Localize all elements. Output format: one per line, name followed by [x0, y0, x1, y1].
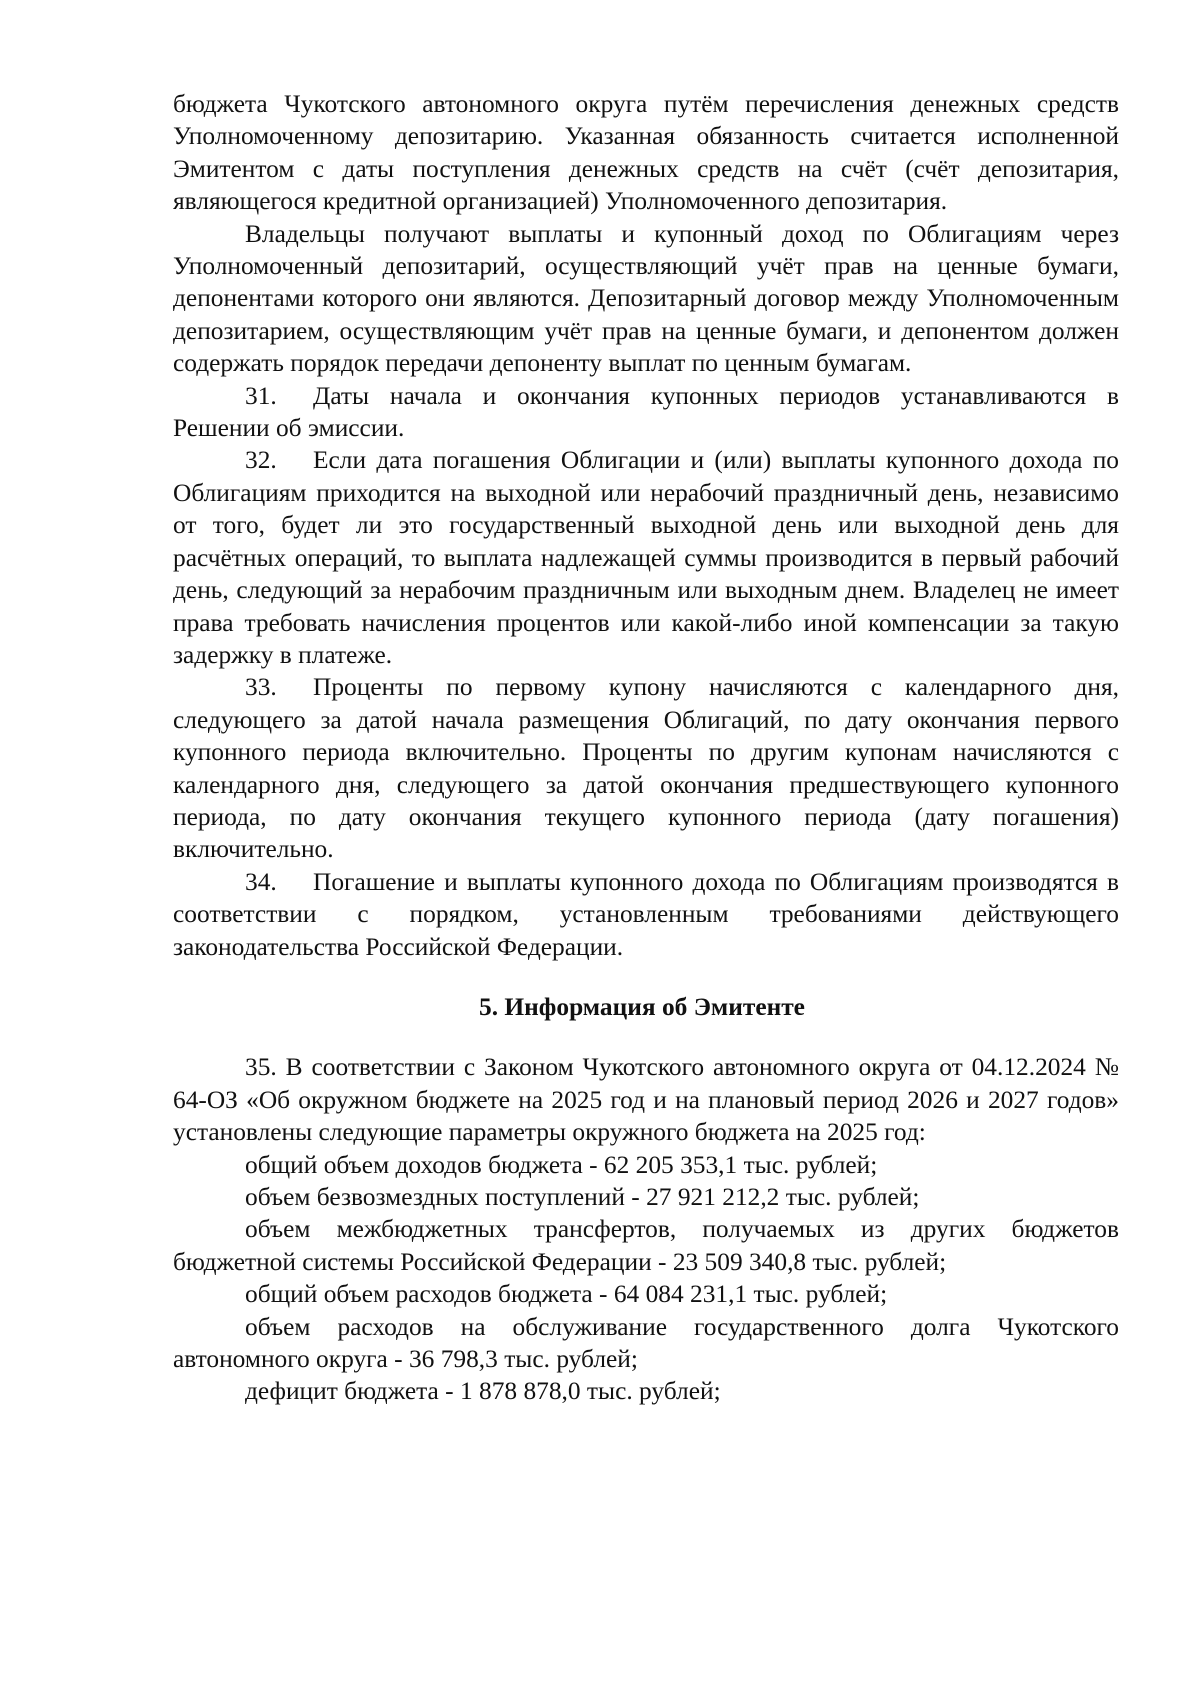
paragraph-number: 31. — [245, 381, 277, 410]
budget-item-expenses: общий объем расходов бюджета - 64 084 231,1 тыс. рублей; — [245, 1280, 888, 1309]
paragraph-35 — [173, 1051, 1119, 1148]
paragraph-number: 32. — [245, 446, 277, 475]
budget-item-grants: объем безвозмездных поступлений - 27 921 212,2 тыс. рублей; — [245, 1183, 920, 1211]
paragraph-32 — [173, 444, 1119, 671]
paragraph-text: Погашение и выплаты купонного дохода по Облигациям производятся в соответствии с порядком, установленным требованиями действующего законодательства Российской Федерации. — [173, 867, 1119, 961]
paragraph-text: Даты начала и окончания купонных периодов устанавливаются в Решении об эмиссии. — [173, 381, 1119, 443]
paragraph-text: бюджета Чукотского автономного округа путём перечисления денежных средств Уполномоченному депозитарию. Указанная обязанность считается исполненной Эмитентом с даты поступления денежных средств на счёт (счёт депозитария, являющегося кредитной организацией) Уполномоченного депозитария. — [173, 90, 1119, 216]
paragraph-34 — [173, 866, 1119, 963]
paragraph-number: 34. — [245, 867, 277, 896]
section-heading: 5. Информация об Эмитенте — [479, 992, 805, 1021]
paragraph-text: Проценты по первому купону начисляются с календарного дня, следующего за датой начала размещения Облигаций, по дату окончания первого купонного периода включительно. Проценты по другим купонам начисляются с календарного дня, следующего за датой окончания предшествующего купонного периода, по дату окончания текущего купонного периода (дату погашения) включительно. — [173, 673, 1119, 864]
paragraph-continuation — [173, 88, 1119, 218]
budget-item-transfers: объем межбюджетных трансфертов, получаемых из других бюджетов бюджетной системы Российской Федерации - 23 509 340,8 тыс. рублей; — [173, 1215, 1119, 1276]
paragraph-number: 33. — [245, 673, 277, 702]
paragraph-holders-payments — [173, 218, 1119, 380]
paragraph-33 — [173, 671, 1119, 865]
budget-item-debt-service: объем расходов на обслуживание государственного долга Чукотского автономного округа - 36 798,3 тыс. рублей; — [173, 1312, 1119, 1374]
budget-item-revenue: общий объем доходов бюджета - 62 205 353,1 тыс. рублей; — [245, 1150, 878, 1179]
budget-item-deficit: дефицит бюджета - 1 878 878,0 тыс. рублей; — [245, 1377, 721, 1406]
paragraph-text: 35. В соответствии с Законом Чукотского автономного округа от 04.12.2024 № 64-ОЗ «Об окружном бюджете на 2025 год и на плановый период 2026 и 2027 годов» установлены следующие параметры окружного бюджета на 2025 год: — [173, 1053, 1119, 1147]
paragraph-text: Владельцы получают выплаты и купонный доход по Облигациям через Уполномоченный депозитарий, осуществляющий учёт прав на ценные бумаги, депонентами которого они являются. Депозитарный договор между Уполномоченным депозитарием, осуществляющим учёт прав на ценные бумаги, и депонентом должен содержать порядок передачи депоненту выплат по ценным бумагам. — [173, 219, 1119, 378]
paragraph-31 — [173, 380, 1119, 445]
paragraph-text: Если дата погашения Облигации и (или) выплаты купонного дохода по Облигациям приходится на выходной или нерабочий праздничный день, независимо от того, будет ли это государственный выходной день или выходной день для расчётных операций, то выплата надлежащей суммы производится в первый рабочий день, следующий за нерабочим праздничным или выходным днем. Владелец не имеет права требовать начисления процентов или какой-либо иной компенсации за такую задержку в платеже. — [173, 446, 1119, 669]
